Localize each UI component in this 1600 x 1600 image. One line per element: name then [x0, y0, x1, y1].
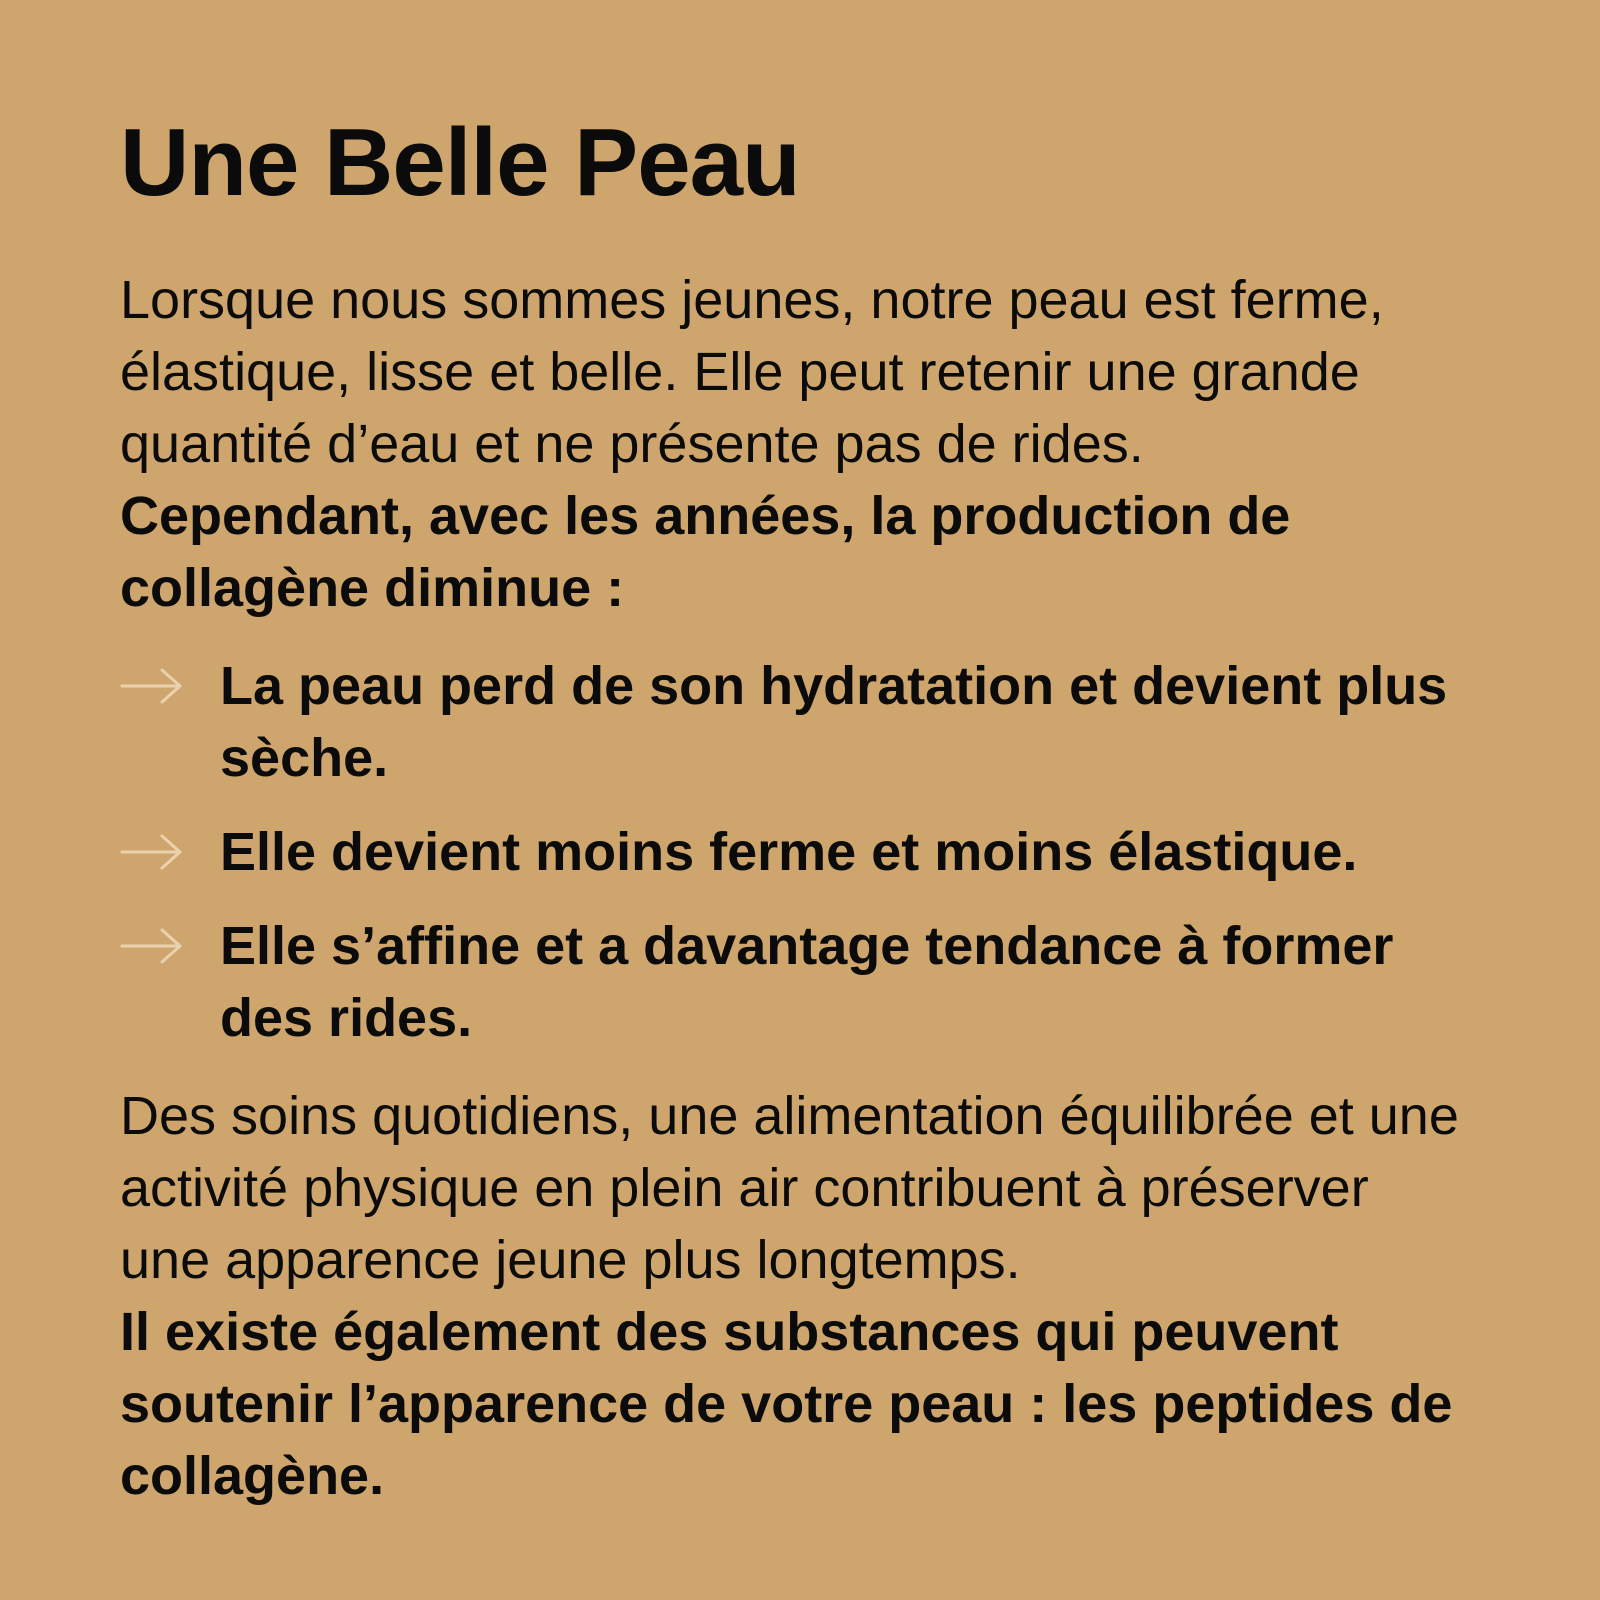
list-item-text: Elle s’affine et a davantage tendance à former des rides.	[220, 915, 1394, 1048]
arrow-right-icon	[120, 816, 220, 888]
outro-paragraph	[120, 1080, 1470, 1512]
outro-text: Des soins quotidiens, une alimentation équilibrée et une activité physique en plein air contribuent à préserver une apparence jeune plus longtemps.	[120, 1085, 1459, 1290]
intro-paragraph	[120, 264, 1470, 624]
arrow-right-icon	[120, 650, 220, 722]
arrow-right-icon	[120, 910, 220, 982]
page-title: Une Belle Peau	[120, 109, 800, 216]
intro-text: Lorsque nous sommes jeunes, notre peau est ferme, élastique, lisse et belle. Elle peut retenir une grande quantité d’eau et ne présente pas de rides.	[120, 269, 1384, 474]
list-item-text: La peau perd de son hydratation et devient plus sèche.	[220, 655, 1448, 788]
outro-emphasis: Il existe également des substances qui peuvent soutenir l’apparence de votre peau : les peptides de collagène.	[120, 1301, 1453, 1506]
intro-emphasis: Cependant, avec les années, la production de collagène diminue :	[120, 485, 1291, 618]
list-item	[120, 650, 1470, 794]
list-item	[120, 816, 1470, 888]
list-item-text: Elle devient moins ferme et moins élastique.	[220, 821, 1358, 882]
bullet-list	[120, 650, 1470, 1054]
list-item	[120, 910, 1470, 1054]
